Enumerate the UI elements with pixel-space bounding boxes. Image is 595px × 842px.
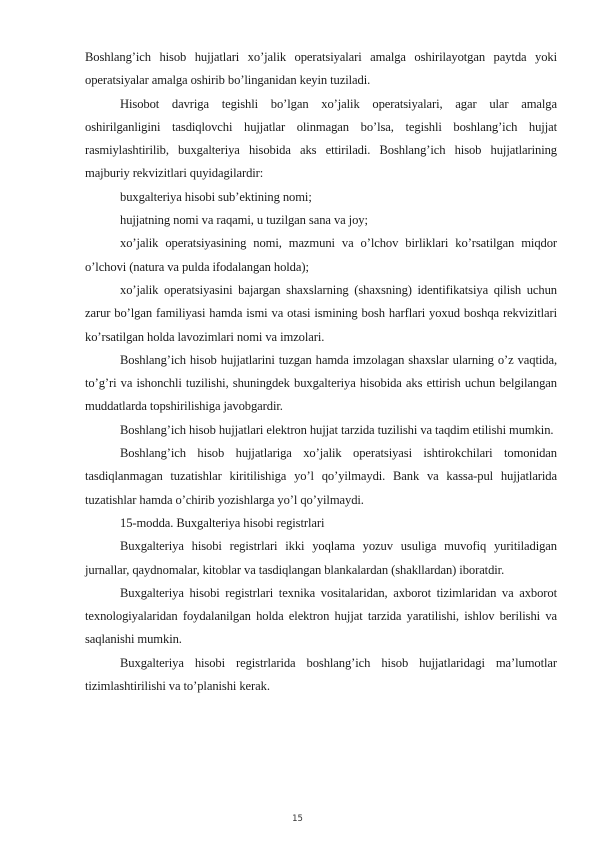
paragraph-2: Hisobot davriga tegishli bo’lgan xo’jalik operatsiyalari, agar ular amalga oshirilganligini tasdiqlovchi hujjatlar olinmagan bo’lsa, tegishli boshlang’ich hujjat rasmiylashtirilib, buxgalteriya hisobida aks ettiriladi. Boshlang’ich hisob hujjatlarining majburiy rekvizitlari quyidagilardir: [85,96,557,181]
paragraph-registers-data: Buxgalteriya hisobi registrlarida boshlang’ich hisob hujjatlaridagi ma’lumotlar tizimlashtirilishi va to’planishi kerak. [85,655,557,694]
section-heading: 15-modda. Buxgalteriya hisobi registrlari [120,515,325,530]
paragraph-registers-electronic: Buxgalteriya hisobi registrlari texnika vositalaridan, axborot tizimlaridan va axborot texnologiyalaridan foydalanilgan holda elektron hujjat tarzida yaratilishi, ishlov berilishi va saqlanishi mumkin. [85,585,557,647]
page-number: 15 [292,814,303,824]
requisite-item-2: hujjatning nomi va raqami, u tuzilgan sana va joy; [120,213,368,228]
requisite-item-3: xo’jalik operatsiyasining nomi, mazmuni va o’lchov birliklari ko’rsatilgan miqdor o’lchovi (natura va pulda ifodalangan holda); [85,236,557,274]
paragraph-1: Boshlang’ich hisob hujjatlari xo’jalik operatsiyalari amalga oshirilayotgan paytda yoki operatsiyalar amalga oshirib bo’linganidan keyin tuziladi. [85,50,557,88]
requisite-item-4: xo’jalik operatsiyasini bajargan shaxslarning (shaxsning) identifikatsiya qilish uchun zarur bo’lgan familiyasi hamda ismi va otasi ismining bosh harflari yoxud boshqa rekvizitlari ko’rsatilgan holda lavozimlari nomi va imzolari. [85,282,557,344]
paragraph-responsibility: Boshlang’ich hisob hujjatlarini tuzgan hamda imzolagan shaxslar ularning o’z vaqtida, to’g’ri va ishonchli tuzilishi, shuningdek buxgalteriya hisobida aks ettirish uchun belgilangan muddatlarda topshirilishiga javobgardir. [85,352,557,414]
document-page [85,46,557,698]
paragraph-corrections: Boshlang’ich hisob hujjatlariga xo’jalik operatsiyasi ishtirokchilari tomonidan tasdiqlanmagan tuzatishlar kiritilishiga yo’l qo’yilmaydi. Bank va kassa-pul hujjatlarida tuzatishlar hamda o’chirib yozishlarga yo’l qo’yilmaydi. [85,446,557,507]
paragraph-registers: Buxgalteriya hisobi registrlari ikki yoqlama yozuv usuliga muvofiq yuritiladigan jurnallar, qaydnomalar, kitoblar va tasdiqlangan blankalardan (shakllardan) iboratdir. [85,539,557,577]
paragraph-electronic: Boshlang’ich hisob hujjatlari elektron hujjat tarzida tuzilishi va taqdim etilishi mumkin. [120,422,554,437]
requisite-item-1: buxgalteriya hisobi sub’ektining nomi; [120,189,312,204]
